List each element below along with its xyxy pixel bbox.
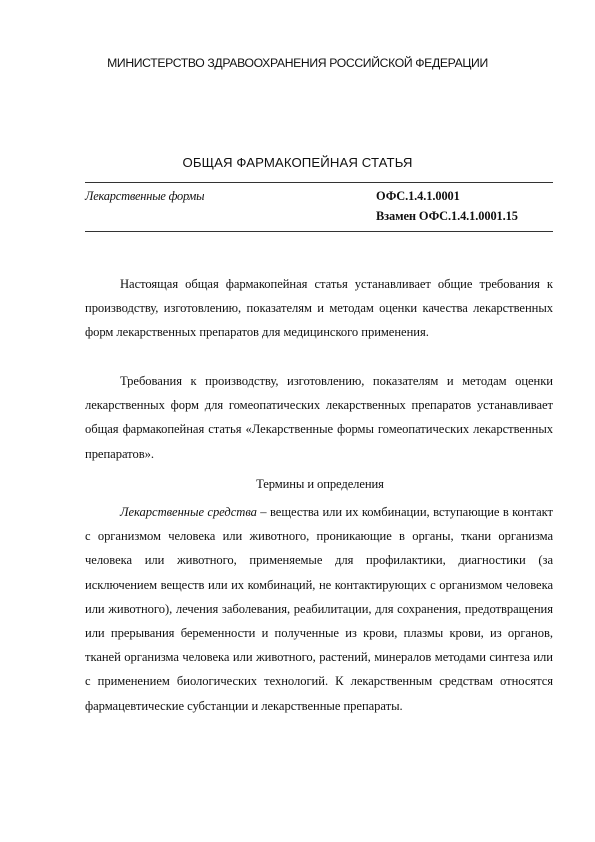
definition-text: – вещества или их комбинации, вступающие в контакт с организмом человека или животного, проникающие в органы, ткани организма человека или животного, применяемые для профилактики, диагностики (за исключением веществ или их комбинаций, не контактирующих с организмом человека или животного), лечения заболевания, реабилитации, для сохранения, предотвращения или прерывания беременности и полученные из крови, плазмы крови, из органов, тканей организма человека или животного, растений, минералов методами синтеза или с применением биологических технологий. К лекарственным средствам относятся фармацевтические субстанции и лекарственные препараты.: [85, 505, 554, 713]
document-title: ОБЩАЯ ФАРМАКОПЕЙНАЯ СТАТЬЯ: [182, 155, 413, 170]
section-heading: Термины и определения: [256, 477, 384, 491]
article-name: Лекарственные формы: [85, 189, 205, 203]
ministry-header: МИНИСТЕРСТВО ЗДРАВООХРАНЕНИЯ РОССИЙСКОЙ ФЕДЕРАЦИИ: [107, 56, 488, 70]
definition-term: Лекарственные средства: [120, 505, 257, 519]
replaces-note: Взамен ОФС.1.4.1.0001.15: [376, 209, 518, 223]
homeopathic-paragraph: Требования к производству, изготовлению, показателям и методам оценки лекарственных форм для гомеопатических лекарственных препаратов устанавливает общая фармакопейная статья «Лекарственные формы гомеопатических лекарственных препаратов».: [85, 374, 553, 461]
article-code: ОФС.1.4.1.0001: [376, 189, 460, 203]
intro-paragraph: Настоящая общая фармакопейная статья устанавливает общие требования к производству, изготовлению, показателям и методам оценки качества лекарственных форм лекарственных препаратов для медицинского применения.: [85, 277, 553, 340]
definition-paragraph: [85, 500, 553, 718]
bottom-rule: [85, 231, 553, 232]
top-rule: [85, 182, 553, 183]
